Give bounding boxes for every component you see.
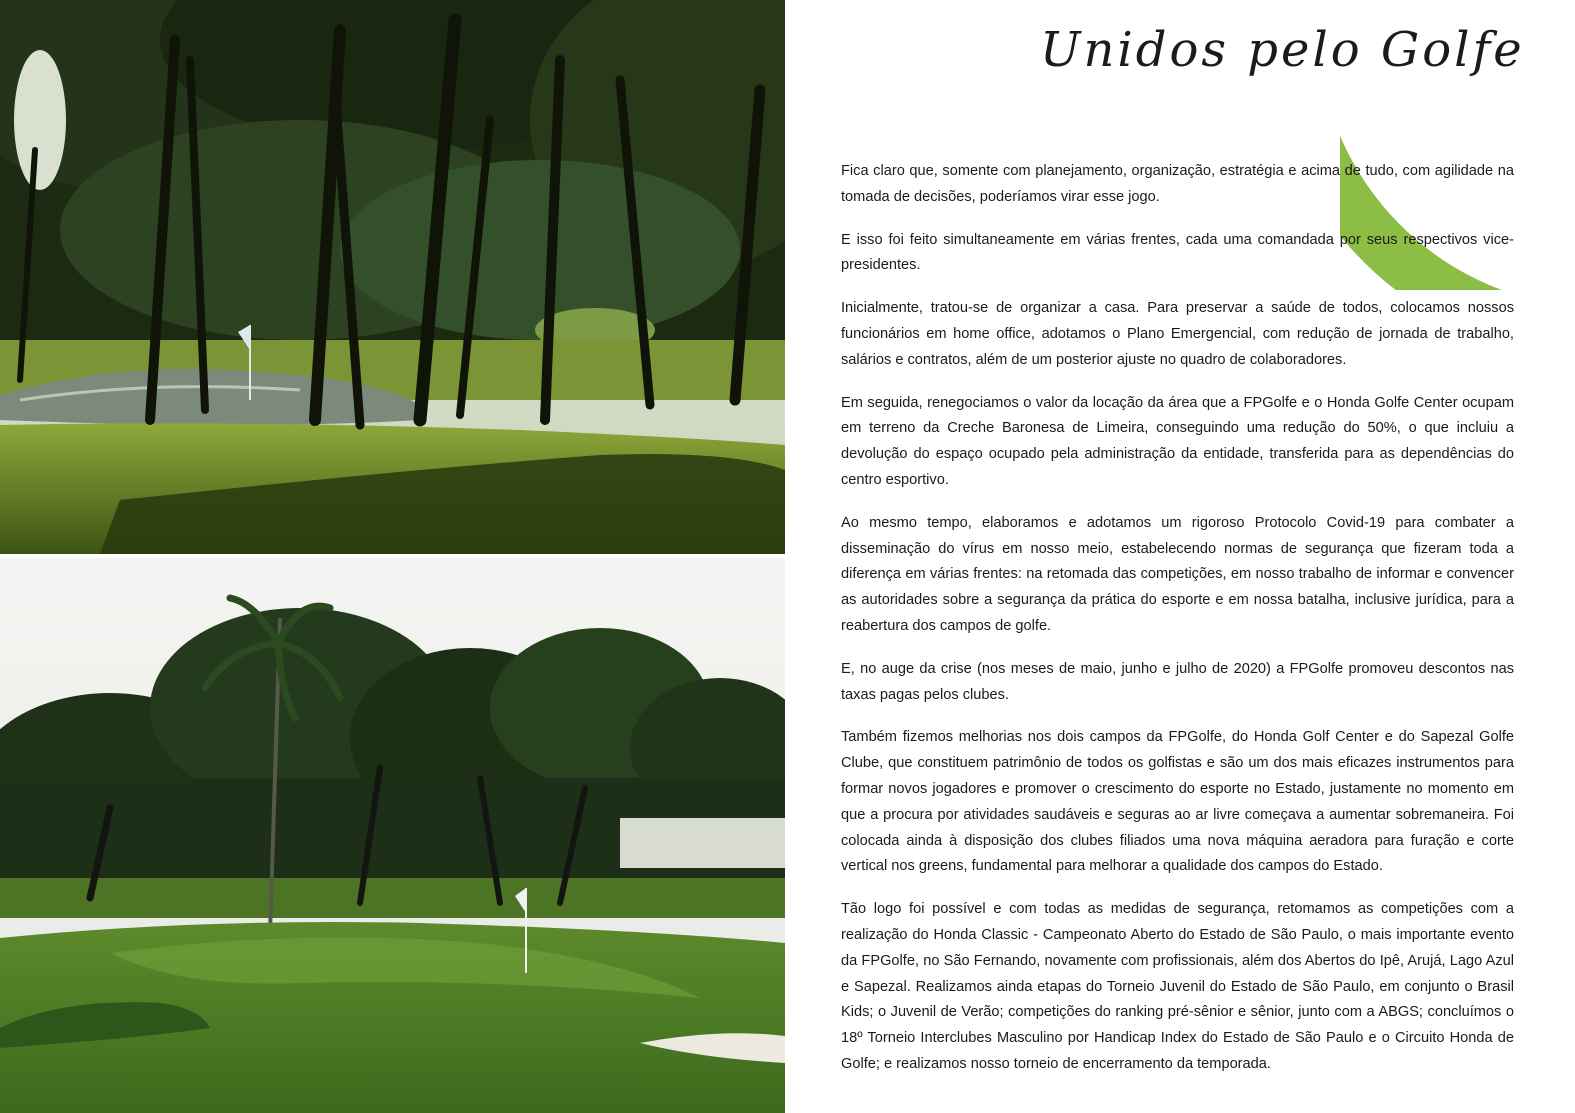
golf-course-photo-icon	[0, 0, 785, 554]
paragraph: Fica claro que, somente com planejamento, organização, estratégia e acima de tudo, com agilidade na tomada de decisões, poderíamos virar esse jogo.	[841, 163, 1514, 205]
paragraph: Também fizemos melhorias nos dois campos da FPGolfe, do Honda Golf Center e do Sapezal Golfe Clube, que constituem patrimônio de todos os golfistas e são um dos mais eficazes instrumentos para formar novos jogadores e promover o crescimento do esporte no Estado, justamente no momento em que a procura por atividades saudáveis e seguras ao ar livre começava a aumentar sobremaneira. Foi colocada ainda à disposição dos clubes filiados uma nova máquina aeradora para furação e corte vertical nos greens, fundamental para melhorar a qualidade dos campos do Estado.	[841, 729, 1514, 875]
article-body	[841, 159, 1514, 1095]
paragraph: Inicialmente, tratou-se de organizar a casa. Para preservar a saúde de todos, colocamos nossos funcionários em home office, adotamos o Plano Emergencial, com redução de jornada de trabalho, salários e contratos, além de um posterior ajuste no quadro de colaboradores.	[841, 300, 1514, 368]
page-title: Unidos pelo Golfe	[1040, 22, 1525, 78]
golf-course-photo-icon	[0, 558, 785, 1113]
paragraph: Ao mesmo tempo, elaboramos e adotamos um rigoroso Protocolo Covid-19 para combater a disseminação do vírus em nosso meio, estabelecendo normas de segurança que fizeram toda a diferença em várias frentes: na retomada das competições, em nosso trabalho de informar e convencer as autoridades sobre a segurança da prática do esporte e em nossa batalha, inclusive jurídica, para a reabertura dos campos de golfe.	[841, 514, 1514, 634]
golf-course-photo-top	[0, 0, 785, 554]
paragraph: Em seguida, renegociamos o valor da locação da área que a FPGolfe e o Honda Golfe Center ocupam em terreno da Creche Baronesa de Limeira, conseguindo uma redução do 50%, o que incluiu a devolução do espaço ocupado pela administração da entidade, transferida para as dependências do centro esportivo.	[841, 394, 1514, 488]
paragraph: E isso foi feito simultaneamente em várias frentes, cada uma comandada por seus respectivos vice-presidentes.	[841, 231, 1514, 274]
golf-course-photo-bottom	[0, 558, 785, 1113]
paragraph: Tão logo foi possível e com todas as medidas de segurança, retomamos as competições com a realização do Honda Classic - Campeonato Aberto do Estado de São Paulo, o mais importante evento da FPGolfe, no São Fernando, novamente com profissionais, além dos Abertos do Ipê, Arujá, Lago Azul e Sapezal. Realizamos ainda etapas do Torneio Juvenil do Estado de São Paulo, em conjunto o Brasil Kids; o Juvenil de Verão; competições do ranking pré-sênior e sênior, junto com a ABGS; concluímos o 18º Torneio Interclubes Masculino por Handicap Index do Estado de São Paulo e o Circuito Honda de Golfe; e realizamos nosso torneio de encerramento da temporada.	[841, 901, 1514, 1072]
paragraph: E, no auge da crise (nos meses de maio, junho e julho de 2020) a FPGolfe promoveu descontos nas taxas pagas pelos clubes.	[841, 660, 1514, 703]
